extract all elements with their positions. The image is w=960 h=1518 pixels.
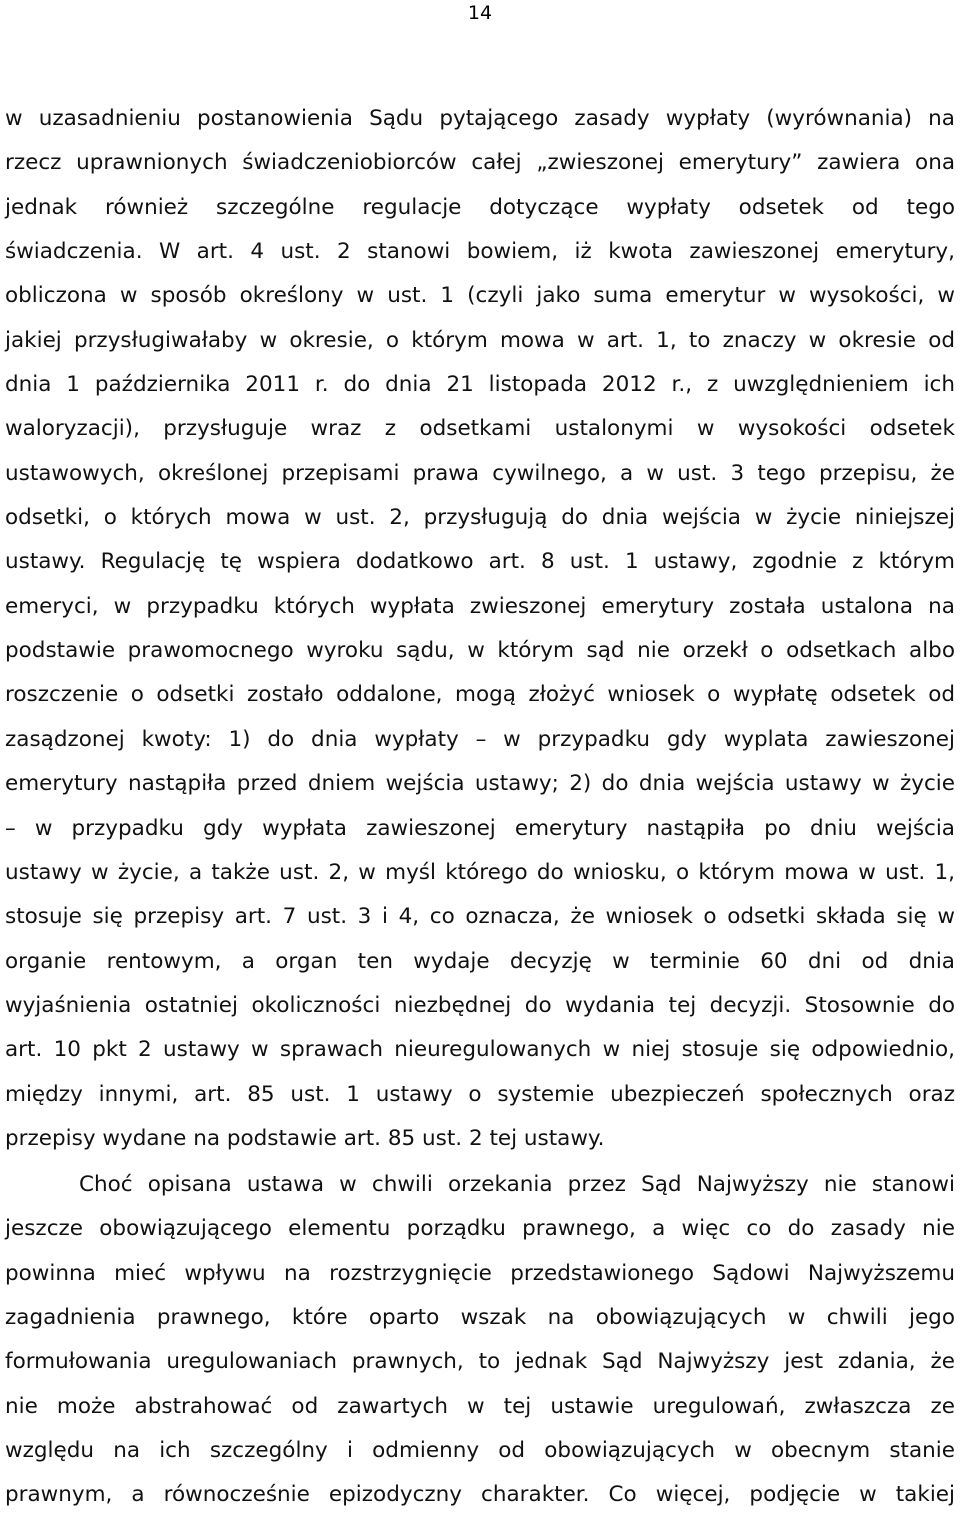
text-line: względu na ich szczególny i odmienny od obowiązujących w obecnym stanie bbox=[5, 1438, 955, 1464]
text-line: organie rentowym, a organ ten wydaje decyzję w terminie 60 dni od dnia bbox=[5, 948, 955, 974]
text-line: formułowania uregulowaniach prawnych, to jednak Sąd Najwyższy jest zdania, że bbox=[5, 1349, 955, 1375]
text-line: ustawy. Regulację tę wspiera dodatkowo art. 8 ust. 1 ustawy, zgodnie z którym bbox=[5, 549, 955, 575]
text-line: ustawowych, określonej przepisami prawa cywilnego, a w ust. 3 tego przepisu, że bbox=[5, 460, 955, 486]
text-line: jednak również szczególne regulacje dotyczące wypłaty odsetek od tego bbox=[5, 194, 955, 220]
text-line: emeryci, w przypadku których wypłata zwieszonej emerytury została ustalona na bbox=[5, 593, 955, 619]
text-line: jeszcze obowiązującego elementu porządku prawnego, a więc co do zasady nie bbox=[5, 1216, 955, 1242]
text-line: wyjaśnienia ostatniej okoliczności niezbędnej do wydania tej decyzji. Stosownie do bbox=[5, 992, 955, 1018]
paragraph-2 bbox=[5, 1163, 955, 1518]
paragraph-1 bbox=[5, 97, 955, 1161]
text-line: Choć opisana ustawa w chwili orzekania przez Sąd Najwyższy nie stanowi bbox=[79, 1172, 955, 1197]
text-line: powinna mieć wpływu na rozstrzygnięcie przedstawionego Sądowi Najwyższemu bbox=[5, 1260, 955, 1286]
page-number: 14 bbox=[467, 2, 493, 24]
text-line: dnia 1 października 2011 r. do dnia 21 listopada 2012 r., z uwzględnieniem ich bbox=[5, 372, 955, 398]
text-line: przepisy wydane na podstawie art. 85 ust. 2 tej ustawy. bbox=[5, 1125, 605, 1151]
text-line: zasądzonej kwoty: 1) do dnia wypłaty – w przypadku gdy wyplata zawieszonej bbox=[5, 726, 955, 752]
text-line: emerytury nastąpiła przed dniem wejścia ustawy; 2) do dnia wejścia ustawy w życie bbox=[5, 771, 955, 797]
text-line: nie może abstrahować od zawartych w tej ustawie uregulowań, zwłaszcza ze bbox=[5, 1393, 955, 1419]
text-line: obliczona w sposób określony w ust. 1 (czyli jako suma emerytur w wysokości, w bbox=[5, 283, 955, 309]
text-line: waloryzacji), przysługuje wraz z odsetkami ustalonymi w wysokości odsetek bbox=[5, 416, 955, 442]
text-line: rzecz uprawnionych świadczeniobiorców całej „zwieszonej emerytury” zawiera ona bbox=[5, 150, 955, 176]
text-line: ustawy w życie, a także ust. 2, w myśl którego do wniosku, o którym mowa w ust. 1, bbox=[5, 859, 955, 885]
text-line: w uzasadnieniu postanowienia Sądu pytającego zasady wypłaty (wyrównania) na bbox=[5, 106, 955, 131]
text-line: między innymi, art. 85 ust. 1 ustawy o systemie ubezpieczeń społecznych oraz bbox=[5, 1081, 955, 1107]
text-line: świadczenia. W art. 4 ust. 2 stanowi bowiem, iż kwota zawieszonej emerytury, bbox=[5, 239, 955, 265]
text-line: stosuje się przepisy art. 7 ust. 3 i 4, co oznacza, że wniosek o odsetki składa się w bbox=[5, 904, 955, 930]
text-line: odsetki, o których mowa w ust. 2, przysługują do dnia wejścia w życie niniejszej bbox=[5, 505, 955, 531]
text-line: – w przypadku gdy wypłata zawieszonej emerytury nastąpiła po dniu wejścia bbox=[5, 815, 955, 841]
text-line: jakiej przysługiwałaby w okresie, o którym mowa w art. 1, to znaczy w okresie od bbox=[5, 327, 955, 353]
text-line: roszczenie o odsetki zostało oddalone, mogą złożyć wniosek o wypłatę odsetek od bbox=[5, 682, 955, 708]
text-line: zagadnienia prawnego, które oparto wszak na obowiązujących w chwili jego bbox=[5, 1305, 955, 1331]
text-line: art. 10 pkt 2 ustawy w sprawach nieuregulowanych w niej stosuje się odpowiednio, bbox=[5, 1037, 955, 1063]
text-line: podstawie prawomocnego wyroku sądu, w którym sąd nie orzekł o odsetkach albo bbox=[5, 638, 955, 664]
text-line: prawnym, a równocześnie epizodyczny charakter. Co więcej, podjęcie w takiej bbox=[5, 1482, 955, 1508]
